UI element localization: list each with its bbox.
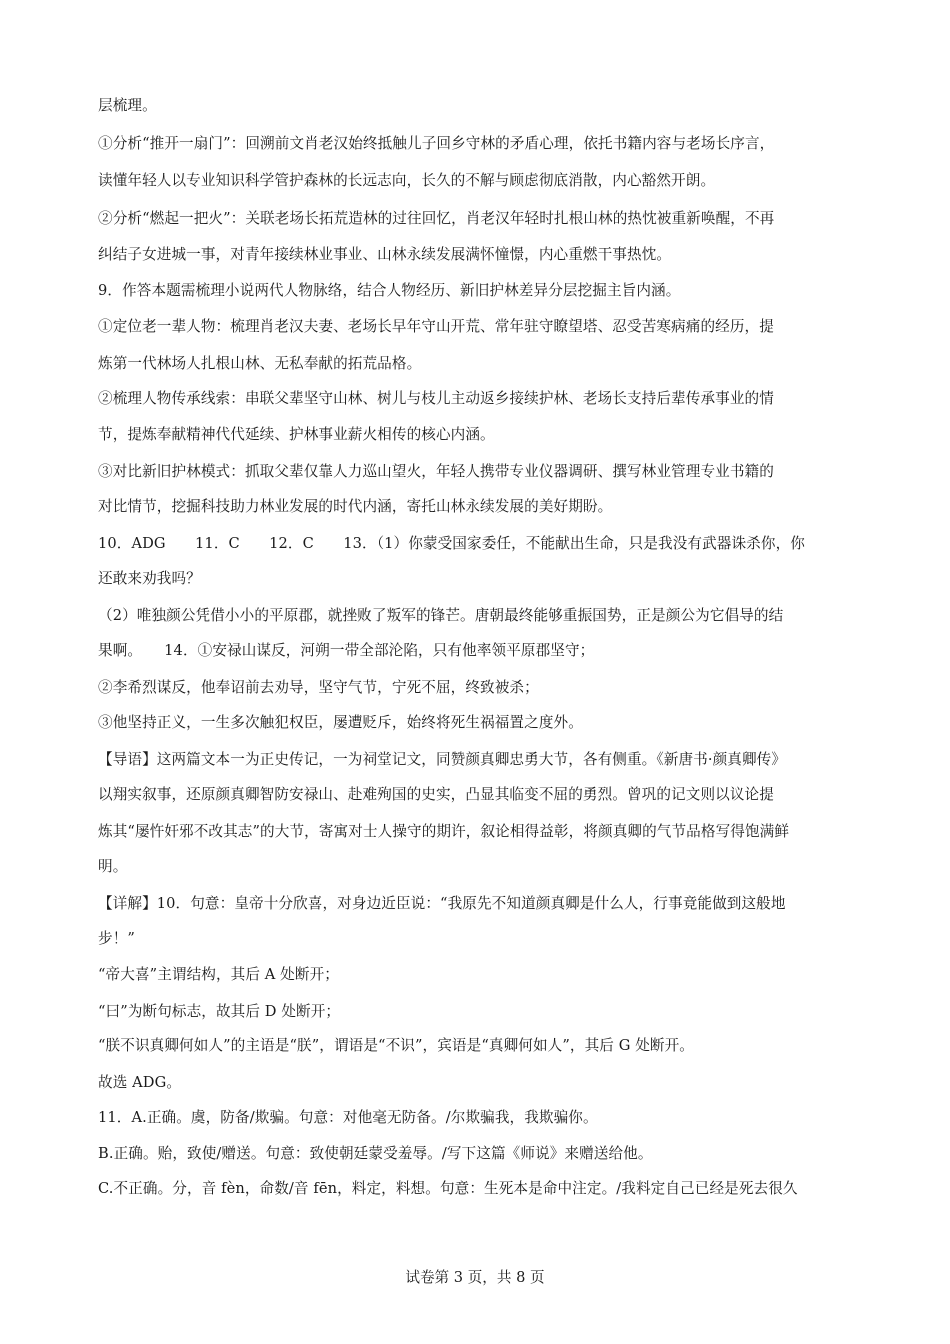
text-line: 节，提炼奉献精神代代延续、护林事业薪火相传的核心内涵。 [98, 426, 495, 443]
text-line: 层梳理。 [98, 97, 157, 114]
text-line: ②李希烈谋反，他奉诏前去劝导，坚守气节，宁死不屈，终致被杀； [98, 679, 539, 696]
text-line: 纠结子女进城一事，对青年接续林业事业、山林永续发展满怀憧憬，内心重燃干事热忱。 [98, 246, 672, 263]
text-line: B.正确。贻，致使/赠送。句意：致使朝廷蒙受羞辱。/写下这篇《师说》来赠送给他。 [98, 1145, 653, 1162]
text-line: 11．A.正确。虞，防备/欺骗。句意：对他毫无防备。/尔欺骗我，我欺骗你。 [98, 1109, 598, 1126]
text-line: 明。 [98, 858, 128, 875]
text-line: C.不正确。分，音 fèn，命数/音 fēn，料定，料想。句意：生死本是命中注定。/我料定自己已经是死去很久 [98, 1180, 798, 1197]
text-line: 读懂年轻人以专业知识科学管护森林的长远志向，长久的不解与顾虑彻底消散，内心豁然开朗。 [98, 172, 716, 189]
text-line: 9．作答本题需梳理小说两代人物脉络，结合人物经历、新旧护林差异分层挖掘主旨内涵。 [98, 282, 681, 299]
text-line: “曰”为断句标志，故其后 D 处断开； [98, 1003, 341, 1020]
text-line: ②梳理人物传承线索：串联父辈坚守山林、树儿与枝儿主动返乡接续护林、老场长支持后辈传承事业的情 [98, 390, 774, 407]
text-line: 炼第一代林场人扎根山林、无私奉献的拓荒品格。 [98, 355, 422, 372]
text-line: ③他坚持正义，一生多次触犯权臣，屡遭贬斥，始终将死生祸福置之度外。 [98, 714, 583, 731]
text-line: 10．ADG 11．C 12．C 13．（1）你蒙受国家委任，不能献出生命，只是我没有武器诛杀你，你 [98, 535, 805, 552]
text-line: （2）唯独颜公凭借小小的平原郡，就挫败了叛军的锋芒。唐朝最终能够重振国势，正是颜公为它倡导的结 [98, 607, 784, 624]
text-line: “朕不识真卿何如人”的主语是“朕”，谓语是“不识”，宾语是“真卿何如人”，其后 G 处断开。 [98, 1037, 695, 1054]
text-line: 对比情节，挖掘科技助力林业发展的时代内涵，寄托山林永续发展的美好期盼。 [98, 498, 613, 515]
text-line: ①定位老一辈人物：梳理肖老汉夫妻、老场长早年守山开荒、常年驻守瞭望塔、忍受苦寒病痛的经历，提 [98, 318, 774, 335]
text-line: ③对比新旧护林模式：抓取父辈仅靠人力巡山望火，年轻人携带专业仪器调研、撰写林业管理专业书籍的 [98, 463, 774, 480]
page-footer: 试卷第 3 页，共 8 页 [405, 1269, 545, 1286]
text-line: ②分析“燃起一把火”：关联老场长拓荒造林的过往回忆，肖老汉年轻时扎根山林的热忱被重新唤醒，不再 [98, 210, 775, 227]
text-line: 故选 ADG。 [98, 1074, 182, 1091]
text-line: 步！” [98, 930, 135, 947]
text-line: 【导语】这两篇文本一为正史传记，一为祠堂记文，同赞颜真卿忠勇大节，各有侧重。《新唐书·颜真卿传》 [98, 751, 787, 768]
text-line: 还敢来劝我吗？ [98, 570, 201, 587]
text-line: ①分析“推开一扇门”：回溯前文肖老汉始终抵触儿子回乡守林的矛盾心理，依托书籍内容与老场长序言， [98, 135, 775, 152]
text-line: 以翔实叙事，还原颜真卿智防安禄山、赴难殉国的史实，凸显其临变不屈的勇烈。曾巩的记文则以议论提 [98, 786, 774, 803]
text-line: 【详解】10．句意：皇帝十分欣喜，对身边近臣说：“我原先不知道颜真卿是什么人，行事竟能做到这般地 [98, 895, 786, 912]
text-line: “帝大喜”主谓结构，其后 A 处断开； [98, 966, 339, 983]
text-line: 炼其“屡忤奸邪不改其志”的大节，寄寓对士人操守的期许，叙论相得益彰，将颜真卿的气节品格写得饱满鲜 [98, 823, 790, 840]
text-line: 果啊。 14．①安禄山谋反，河朔一带全部沦陷，只有他率领平原郡坚守； [98, 642, 595, 659]
